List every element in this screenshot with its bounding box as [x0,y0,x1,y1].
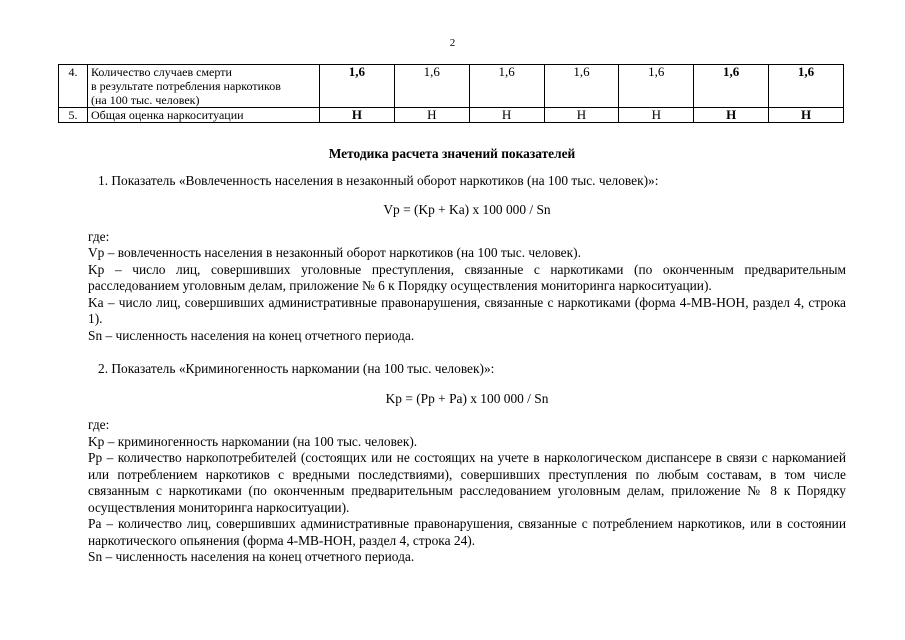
row-label-line: Общая оценка наркоситуации [91,108,244,122]
table-cell: 1,6 [320,65,395,108]
table-cell: Н [394,108,469,123]
table-cell: 1,6 [394,65,469,108]
table-cell: 1,6 [469,65,544,108]
table-cell: 1,6 [619,65,694,108]
table-cell: Н [544,108,619,123]
table-cell: 1,6 [544,65,619,108]
definition: Ka – число лиц, совершивших административные правонарушения, связанные с наркотиками (форма 4-МВ-НОН, раздел 4, строка 1). [88,294,846,326]
row-number: 4. [59,65,88,108]
definition: Kp – число лиц, совершивших уголовные преступления, связанные с наркотиками (по оконченным предварительным расследованием уголовным делам, приложение № 6 к Порядку осуществления мониторинга наркоситуации). [88,261,846,293]
row-number: 5. [59,108,88,123]
table-row [59,65,844,108]
table-row [59,108,844,123]
definition: Vp – вовлеченность населения в незаконный оборот наркотиков (на 100 тыс. человек). [88,245,581,260]
table-cell: Н [619,108,694,123]
table-cell: Н [769,108,844,123]
indicator-2-formula: Kp = (Pp + Pa) x 100 000 / Sn [385,390,549,406]
where-label: где: [88,228,110,244]
page-number: 2 [449,37,456,49]
row-label-line: Количество случаев смерти [91,65,232,79]
row-label [88,108,320,123]
table-cell: 1,6 [694,65,769,108]
row-label-line: в результате потребления наркотиков [91,79,281,93]
indicator-2-title: 2. Показатель «Криминогенность наркомании (на 100 тыс. человек)»: [98,361,495,376]
definition: Kp – криминогенность наркомании (на 100 тыс. человек). [88,433,418,449]
table-cell: 1,6 [769,65,844,108]
methodology-section [88,146,846,566]
indicator-1-title: 1. Показатель «Вовлеченность населения в незаконный оборот наркотиков (на 100 тыс. человек)»: [98,172,659,188]
row-label-line: (на 100 тыс. человек) [91,93,200,107]
table-cell: Н [694,108,769,123]
definition: Pp – количество наркопотребителей (состоящих или не состоящих на учете в наркологическом диспансере в связи с наркоманией или потреблением наркотиков с вредными последствиями), совершивших преступления по любым составам, в том числе связанным с наркотиками (по оконченным предварительным расследованием уголовным делам, приложение № 8 к Порядку осуществления мониторинга наркоситуации). [88,450,846,515]
indicator-1-formula: Vp = (Kp + Ka) x 100 000 / Sn [383,202,551,217]
row-label [88,65,320,108]
methodology-heading: Методика расчета значений показателей [328,146,576,161]
definition: Pa – количество лиц, совершивших административные правонарушения, связанные с потреблением наркотиков, или в состоянии наркотического опьянения (форма 4-МВ-НОН, раздел 4, строка 24). [88,516,846,548]
table-cell: Н [469,108,544,123]
definition: Sn – численность населения на конец отчетного периода. [88,549,415,564]
table-cell: Н [320,108,395,123]
where-label: где: [88,417,110,432]
indicators-table [58,64,844,123]
definition: Sn – численность населения на конец отчетного периода. [88,327,415,343]
